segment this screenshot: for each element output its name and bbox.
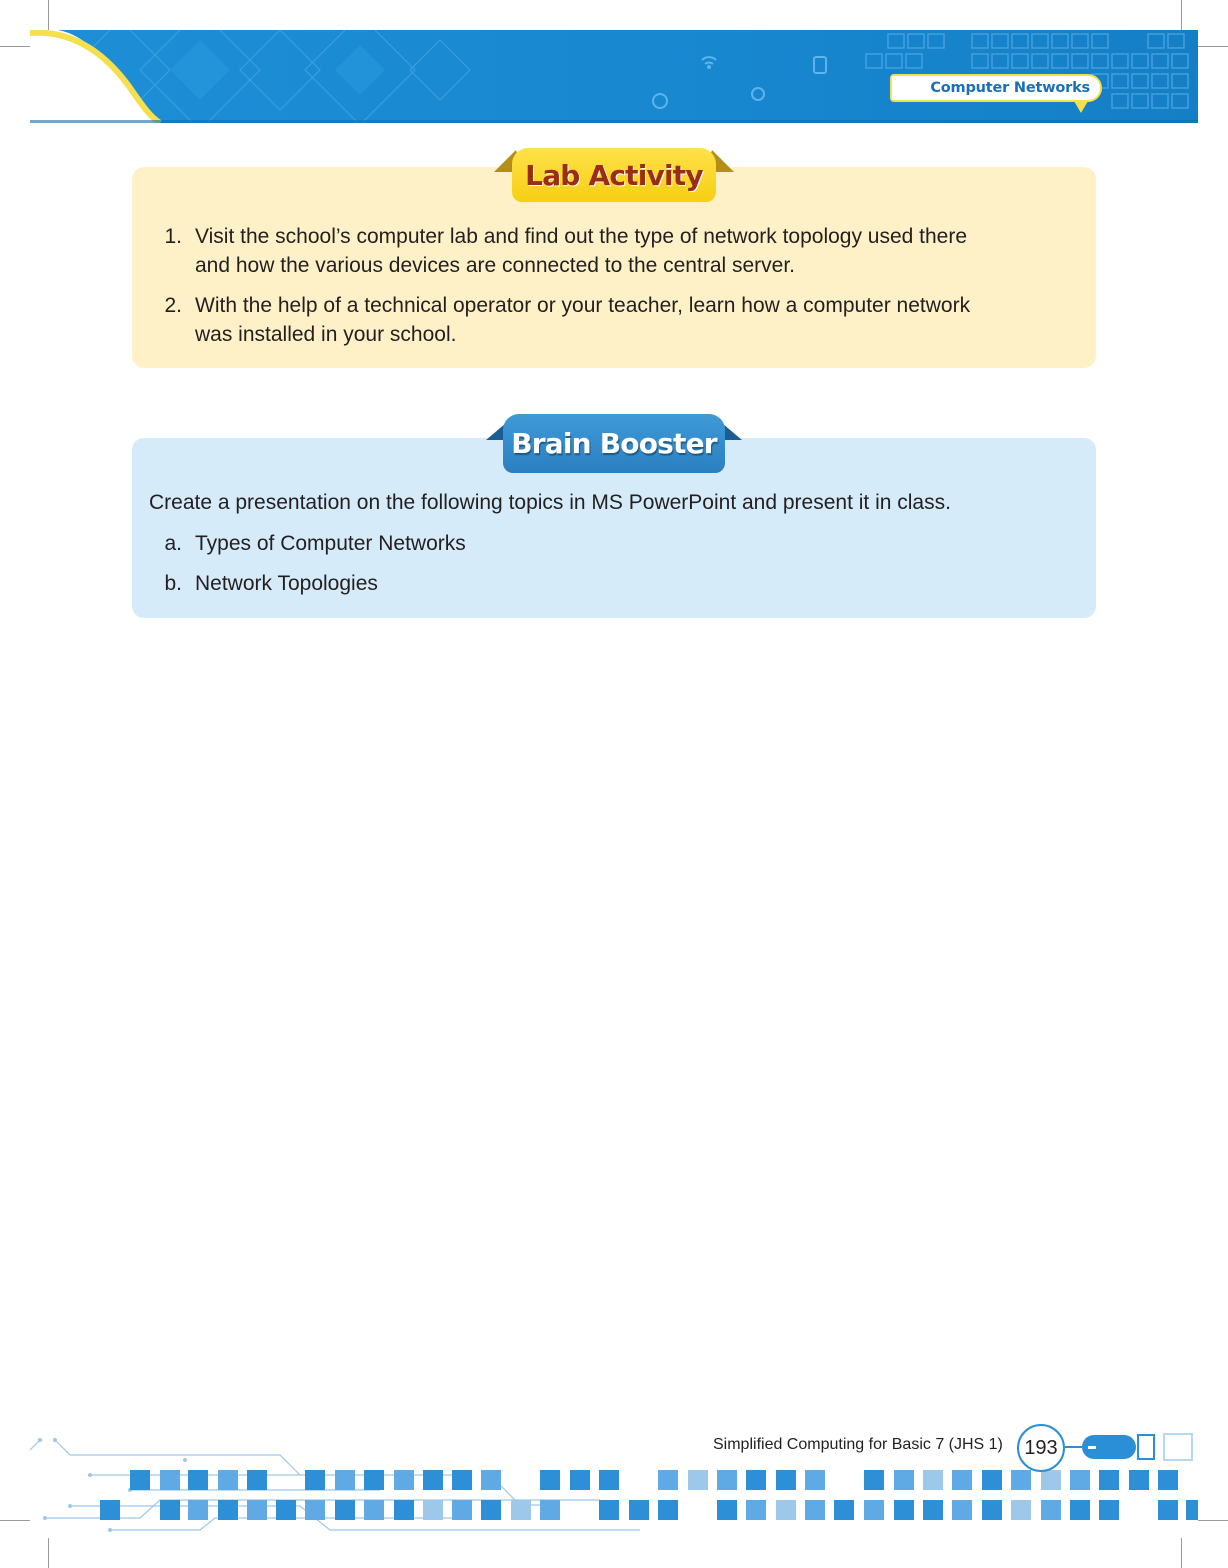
brain-booster-intro: Create a presentation on the following topics in MS PowerPoint and present it in class. [149, 491, 951, 514]
chapter-tag [890, 74, 1102, 102]
list-item [150, 529, 1070, 558]
chapter-title: Computer Networks [930, 80, 1090, 96]
list-item-number: 2. [164, 294, 182, 317]
list-item-text: Visit the school’s computer lab and find out the type of network topology used there [195, 225, 968, 248]
list-item-text: was installed in your school. [195, 323, 457, 346]
brain-booster-title: Brain Booster [511, 427, 717, 460]
chapter-tag-pointer [1074, 101, 1088, 113]
list-item-text: With the help of a technical operator or your teacher, learn how a computer network [195, 294, 971, 317]
list-item [150, 222, 1070, 280]
crop-mark [1181, 0, 1182, 30]
list-item-letter: a. [164, 532, 182, 555]
crop-mark [1181, 1538, 1182, 1568]
list-item-text: Types of Computer Networks [195, 532, 466, 555]
page-number: 193 [1024, 1436, 1058, 1459]
lab-activity-title: Lab Activity [525, 158, 703, 192]
brain-booster-tab [503, 414, 725, 473]
crop-mark [1198, 46, 1228, 47]
crop-mark [48, 1538, 49, 1568]
list-item-text: and how the various devices are connected to the central server. [195, 254, 796, 277]
lab-activity-tab [512, 148, 716, 202]
lab-activity-list [150, 222, 1070, 349]
crop-mark [0, 46, 30, 47]
page-number-badge [1017, 1424, 1065, 1472]
brain-booster-list [150, 529, 1070, 598]
list-item [150, 291, 1070, 349]
book-title: Simplified Computing for Basic 7 (JHS 1) [713, 1436, 1003, 1453]
list-item-text: Network Topologies [195, 572, 378, 595]
list-item-letter: b. [164, 572, 182, 595]
list-item [150, 569, 1070, 598]
list-item-number: 1. [164, 225, 182, 248]
